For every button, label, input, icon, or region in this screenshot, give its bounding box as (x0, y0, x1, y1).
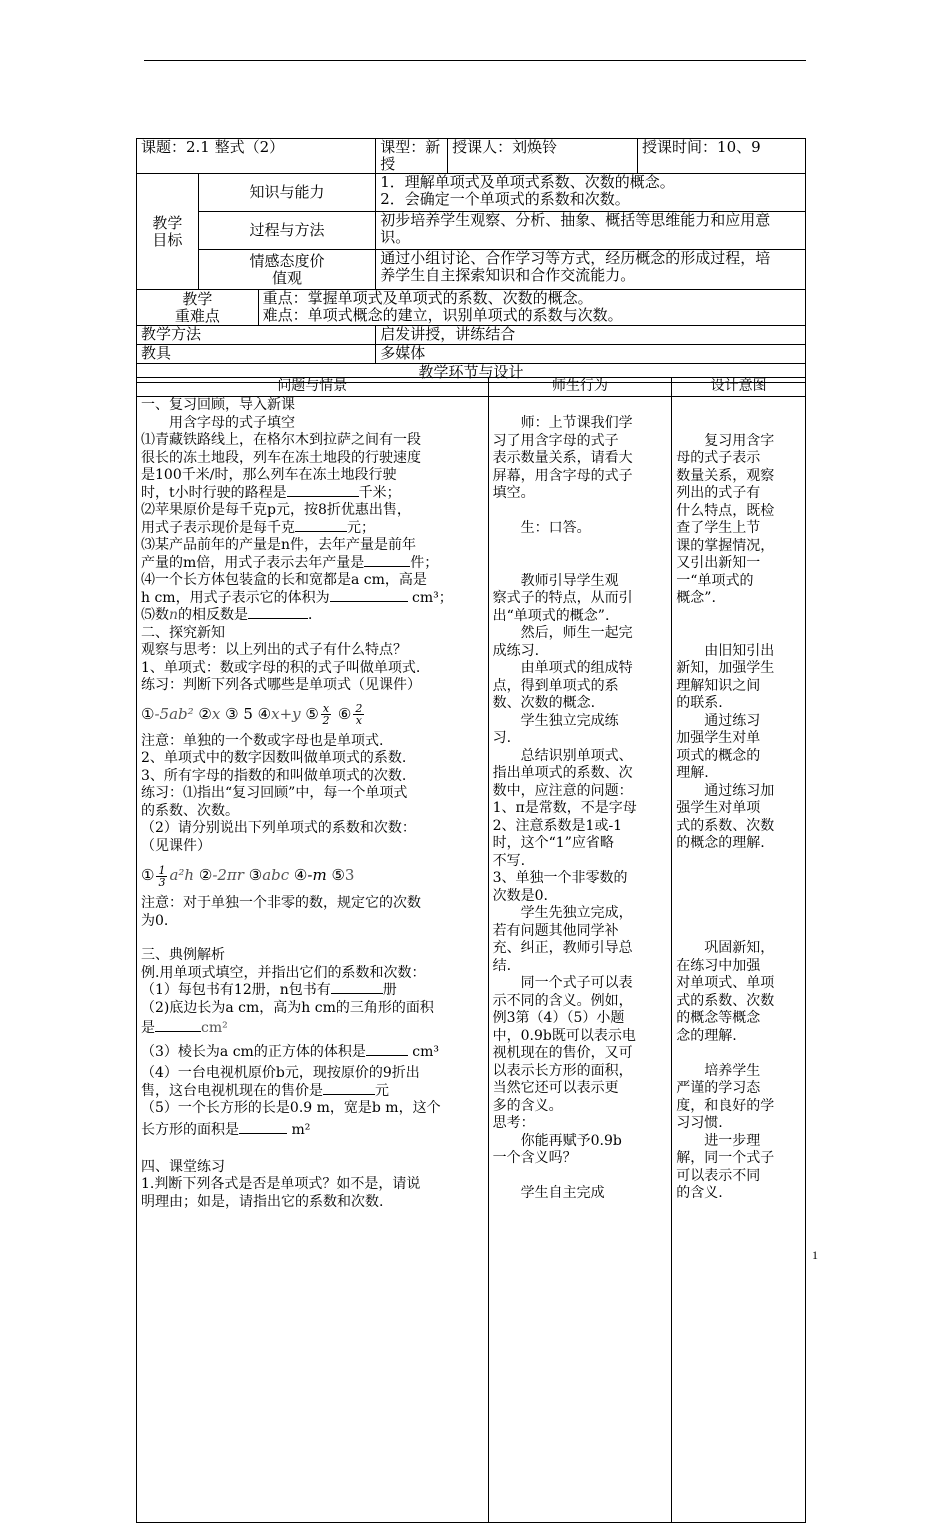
intent-line: 理解. (676, 765, 709, 781)
method-value: 启发讲授，讲练结合 (376, 326, 806, 345)
goal-emotion-label: 情感态度价 值观 (198, 250, 375, 290)
page-number: 1 (812, 1248, 818, 1262)
actions-text (493, 415, 668, 1203)
intent-line: 的含义. (676, 1185, 723, 1201)
action-line: 学生自主完成 (492, 1185, 605, 1201)
intent-line: 严谨的学习态 (676, 1080, 761, 1096)
intent-line: 的概念的理解. (676, 835, 765, 851)
topic-cell: 课题：2.1 整式（2） (137, 139, 376, 174)
action-line: 一个含义吗？ (492, 1150, 577, 1166)
intent-line: 通过练习加 (676, 782, 775, 799)
header-rule (144, 60, 806, 61)
coefficient-expressions: ① $\frac{1}{3}$ a²h ②-2πr ③abc ④-m ⑤3 (141, 863, 355, 889)
action-line: 指出单项式的系数、次 (492, 765, 633, 781)
action-line: 生：口答。 (492, 520, 591, 536)
intent-line: 习习惯. (676, 1115, 723, 1131)
intent-line (676, 888, 801, 906)
action-line (493, 538, 668, 556)
col-header-intent: 设计意图 (672, 378, 806, 397)
action-line: 由单项式的组成特 (492, 660, 633, 676)
intent-line: 进一步理 (676, 1132, 761, 1149)
intent-line (676, 415, 801, 433)
intent-line (676, 625, 801, 643)
action-line: 师：上节课我们学 (492, 415, 633, 431)
action-line: 数中，应注意的问题： (492, 782, 633, 799)
intent-line (676, 608, 801, 626)
col-header-actions: 师生行为 (488, 378, 672, 397)
action-line: 察式子的特点，从而引 (492, 590, 633, 606)
intent-line: 又引出新知一 (676, 555, 761, 571)
intent-line: 由旧知引出 (676, 642, 775, 659)
action-line: 习了用含字母的式子 (492, 432, 619, 449)
action-line: 2、注意系数是1或-1 (492, 817, 623, 834)
action-line: 教师引导学生观 (492, 572, 619, 589)
intent-line: 什么特点，既检 (676, 502, 775, 519)
action-line: 次数是0. (492, 887, 548, 904)
intent-text (676, 415, 801, 1203)
actions-column (488, 397, 672, 1523)
section-2-title: 二、探究新知 (141, 624, 225, 641)
problem-column: 一、复习回顾，导入新课 用含字母的式子填空 ⑴青藏铁路线上，在格尔木到拉萨之间有一段 很长的冻土地段，列车在冻土地段的行驶速度 是100千米/时，那么列车在冻土地段行驶 时，t小时行驶的路程是 千米； ⑵苹果原价是每千克p元，按8折优惠出售， 用式子表示现价是每千克 元； ⑶某产品前年的产量是n件，去年产量是前年 产量的m倍，用式子表示去年产量是 件； ⑷一个长方体包装盒的长和宽都是a cm，高是 h cm，用式子表示它的体积为 cm³； ⑸数n的相反数是 ． 二、探究新知 观察与思考：以上列出的式子有什么特点？ 1、单项式：数或字母的积的式子叫做单项式. 练习：判断下列各式哪些是单项式（见课件） ①-5ab² ②x ③ 5 ④x+y ⑤ $\frac{x}{2}$ ⑥ $\frac{2}{x}$ 注意：单独的一个数或字母也是单项式. 2、单项式中的数字因数叫做单项式的系数. 3、所有字母的指数的和叫做单项式的次数. 练习：⑴指出“复习回顾”中，每一个单项式 的系数、次数。 （2）请分别说出下列单项式的系数和次数： （见课件） ① $\frac{1}{3}$ a²h ②-2πr ③abc ④-m ⑤3 注意：对于单独一个非零的数，规定它的次数 为0. 三、典例解析 例.用单项式填空，并指出它们的系数和次数： （1）每包书有12册，n包书有 册 （2)底边长为a cm，高为h cm的三角形的面积 是 cm² （3）棱长为a cm的正方体的体积是 cm³ （4）一台电视机原价b元，现按原价的9折出 售，这台电视机现在的售价是 元 （5）一个长方形的长是0.9 m，宽是b m，这个 长方形的面积是 m² 四、课堂练习 1.判断下列各式是否是单项式？如不是，请说 明理由；如是，请指出它的系数和次数. (137, 397, 489, 1523)
action-line: 填空。 (492, 485, 535, 501)
action-line: 结. (492, 957, 512, 974)
goal-emotion-text: 通过小组讨论、合作学习等方式，经历概念的形成过程，培 养学生自主探索知识和合作交流能力。 (376, 250, 806, 290)
intent-line: 母的式子表示 (676, 450, 761, 466)
action-line: 充、纠正，教师引导总 (492, 940, 633, 956)
lesson-design-table (136, 377, 806, 1523)
action-line: 你能再赋予0.9b (492, 1132, 622, 1149)
action-line: 表示数量关系，请看大 (492, 450, 633, 466)
intent-line: 的概念等概念 (676, 1010, 761, 1026)
intent-line: 概念”. (676, 590, 716, 606)
action-line: 学生独立完成练 (492, 712, 619, 729)
goal-process-text: 初步培养学生观察、分析、抽象、概括等思维能力和应用意 识。 (376, 212, 806, 250)
action-line: 然后，师生一起完 (492, 625, 633, 641)
intent-line: 列出的式子有 (676, 485, 761, 501)
difficulty-text: 重点：掌握单项式及单项式的系数、次数的概念。 难点：单项式概念的建立，识别单项式的系数与次数。 (258, 290, 805, 326)
intent-line: 新知，加强学生 (676, 660, 775, 676)
goal-knowledge-text: 1．理解单项式及单项式系数、次数的概念。 2．会确定一个单项式的系数和次数。 (376, 174, 806, 212)
action-line: 学生先独立完成， (492, 905, 633, 921)
intent-line (676, 870, 801, 888)
intent-line: 一“单项式的 (676, 572, 754, 589)
intent-line (676, 923, 801, 941)
intent-line: 在练习中加强 (676, 957, 761, 974)
action-line (493, 1168, 668, 1186)
intent-line: 理解知识之间 (676, 677, 761, 694)
intent-line: 对单项式、单项 (676, 975, 775, 991)
action-line (493, 555, 668, 573)
action-line: 1、π是常数，不是字母 (492, 800, 637, 816)
intent-line: 度，和良好的学 (676, 1097, 775, 1114)
intent-line: 的联系. (676, 695, 723, 711)
action-line: 以表示长方形的面积， (492, 1062, 633, 1079)
action-line: 3、单独一个非零数的 (492, 870, 628, 886)
intent-line: 可以表示不同 (676, 1167, 761, 1184)
intent-line (676, 853, 801, 871)
action-line: 多的含义。 (492, 1097, 563, 1114)
action-line: 出“单项式的概念”. (492, 607, 610, 624)
intent-line: 数量关系，观察 (676, 467, 775, 484)
action-line: 当然它还可以表示更 (492, 1080, 619, 1096)
action-line: 数、次数的概念. (492, 695, 596, 711)
intent-line: 念的理解. (676, 1027, 737, 1044)
intent-line: 课的掌握情况， (676, 537, 775, 554)
goal-knowledge-label: 知识与能力 (198, 174, 375, 212)
tools-value: 多媒体 (376, 345, 806, 364)
intent-line: 项式的概念的 (676, 747, 761, 764)
intent-line: 通过练习 (676, 712, 761, 729)
action-line: 总结识别单项式、 (492, 747, 633, 764)
action-line: 屏幕，用含字母的式子 (492, 467, 633, 484)
intent-line: 式的系数、次数 (676, 817, 775, 834)
intent-line (676, 905, 801, 923)
method-label: 教学方法 (137, 326, 376, 345)
time-cell: 授课时间：10、9 (638, 139, 806, 174)
section-1-title: 一、复习回顾，导入新课 (141, 397, 295, 413)
intent-line: 查了学生上节 (676, 520, 761, 536)
design-title: 教学环节与设计 (137, 364, 806, 383)
action-line: 中，0.9b既可以表示电 (492, 1027, 636, 1044)
intent-line (676, 1045, 801, 1063)
action-line: 同一个式子可以表 (492, 975, 633, 991)
teacher-cell: 授课人：刘焕铃 (448, 139, 638, 174)
intent-line: 巩固新知， (676, 940, 775, 956)
action-line: 成练习. (492, 642, 540, 659)
intent-line: 式的系数、次数 (676, 992, 775, 1009)
action-line: 视机现在的售价，又可 (492, 1045, 633, 1061)
intent-line: 强学生对单项 (676, 800, 761, 816)
action-line: 点，得到单项式的系 (492, 677, 619, 694)
lesson-info-table (136, 138, 806, 383)
col-header-problem: 问题与情景 (137, 378, 489, 397)
section-3-title: 三、典例解析 (141, 947, 225, 963)
action-line: 时，这个“1”应省略 (492, 835, 614, 851)
intent-line: 培养学生 (676, 1062, 761, 1079)
action-line: 示不同的含义。例如， (492, 992, 633, 1009)
action-line: 若有问题其他同学补 (492, 922, 619, 939)
exercise-expressions: ①-5ab² ②x ③ 5 ④x+y ⑤ $\frac{x}{2}$ ⑥ $\frac{2}{x}$ (141, 702, 363, 727)
action-line: 思考： (492, 1115, 535, 1131)
section-4-title: 四、课堂练习 (141, 1158, 225, 1175)
action-line: 不写. (492, 852, 526, 869)
action-line: 例3第（4）（5）小题 (492, 1010, 625, 1026)
type-cell: 课型：新授 (376, 139, 448, 174)
action-line: 习. (492, 730, 512, 746)
intent-line: 复习用含字 (676, 432, 775, 449)
goals-label: 教学 目标 (137, 174, 199, 290)
intent-column (672, 397, 806, 1523)
goal-process-label: 过程与方法 (198, 212, 375, 250)
intent-line: 加强学生对单 (676, 730, 761, 746)
difficulty-label: 教学 重难点 (137, 290, 259, 326)
tools-label: 教具 (137, 345, 376, 364)
intent-line: 解，同一个式子 (676, 1150, 775, 1166)
action-line (493, 503, 668, 521)
